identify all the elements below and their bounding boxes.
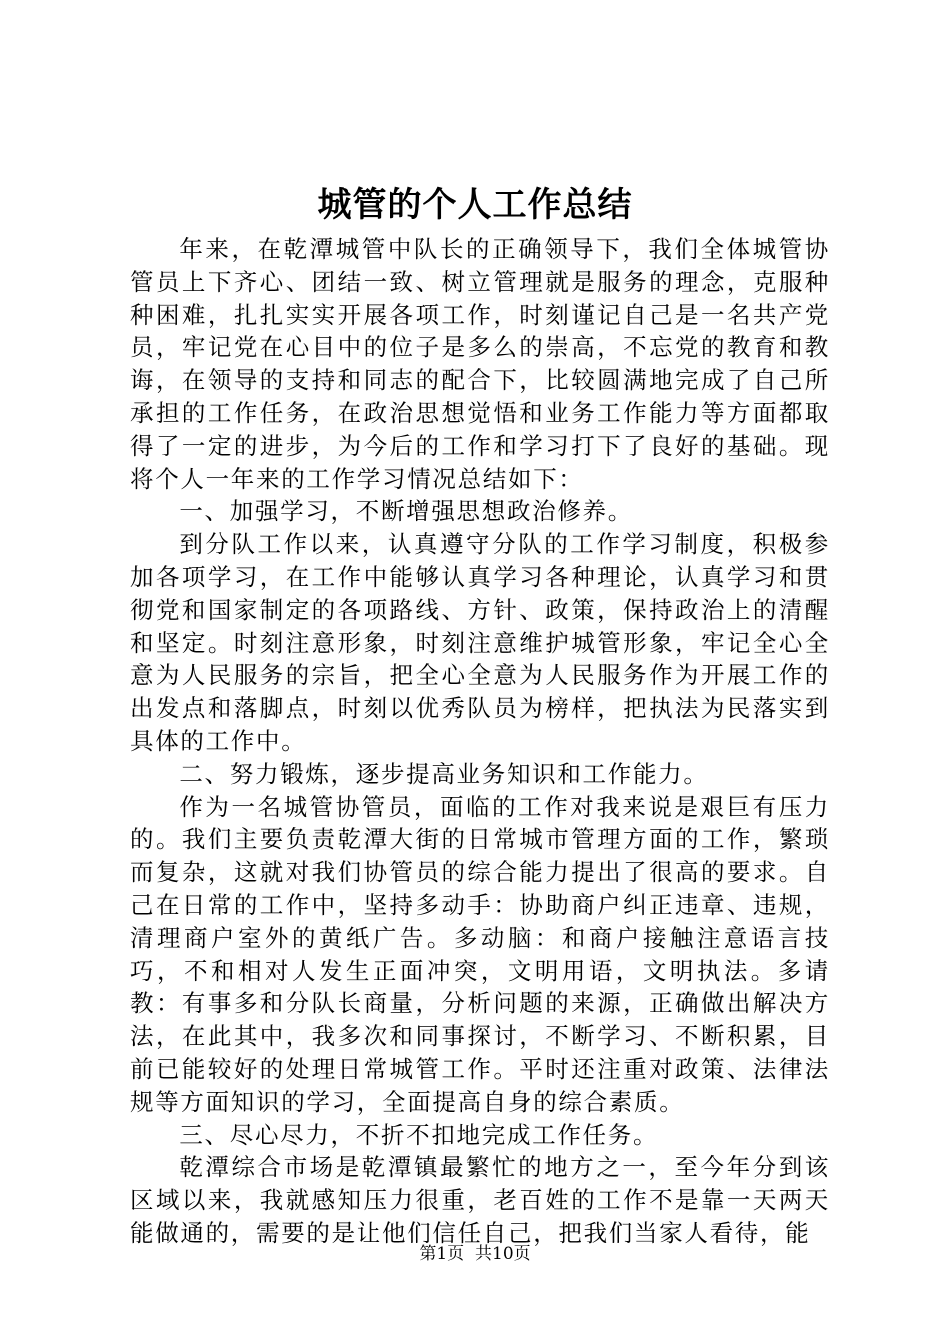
page-footer — [0, 1242, 950, 1266]
section-3-paragraph: 乾潭综合市场是乾潭镇最繁忙的地方之一，至今年分到该区域以来，我就感知压力很重，老百姓的工作不是靠一天两天能做通的，需要的是让他们信任自己，把我们当家人看待，能 — [130, 1153, 830, 1247]
section-heading-2: 二、努力锻炼，逐步提高业务知识和工作能力。 — [179, 759, 709, 788]
section-heading-1: 一、加强学习，不断增强思想政治修养。 — [179, 497, 633, 526]
document-body — [130, 233, 830, 1250]
intro-paragraph: 年来，在乾潭城管中队长的正确领导下，我们全体城管协管员上下齐心、团结一致、树立管理就是服务的理念，克服种种困难，扎扎实实开展各项工作，时刻谨记自己是一名共产党员，牢记党在心目中的位子是多么的崇高，不忘党的教育和教诲，在领导的支持和同志的配合下，比较圆满地完成了自己所承担的工作任务，在政治思想觉悟和业务工作能力等方面都取得了一定的进步，为今后的工作和学习打下了良好的基础。现将个人一年来的工作学习情况总结如下： — [130, 235, 830, 493]
section-2-paragraph: 作为一名城管协管员，面临的工作对我来说是艰巨有压力的。我们主要负责乾潭大街的日常城市管理方面的工作，繁琐而复杂，这就对我们协管员的综合能力提出了很高的要求。自己在日常的工作中，坚持多动手：协助商户纠正违章、违规，清理商户室外的黄纸广告。多动脑：和商户接触注意语言技巧，不和相对人发生正面冲突，文明用语，文明执法。多请教：有事多和分队长商量，分析问题的来源，正确做出解决方法，在此其中，我多次和同事探讨，不断学习、不断积累，目前已能较好的处理日常城管工作。平时还注重对政策、法律法规等方面知识的学习，全面提高自身的综合素质。 — [130, 792, 830, 1116]
page-number: 第1页 — [419, 1244, 465, 1264]
document-title: 城管的个人工作总结 — [317, 185, 633, 225]
page-total: 共10页 — [475, 1244, 531, 1264]
section-1-paragraph: 到分队工作以来，认真遵守分队的工作学习制度，积极参加各项学习，在工作中能够认真学习各种理论，认真学习和贯彻党和国家制定的各项路线、方针、政策，保持政治上的清醒和坚定。时刻注意形象，时刻注意维护城管形象，牢记全心全意为人民服务的宗旨，把全心全意为人民服务作为开展工作的出发点和落脚点，时刻以优秀队员为榜样，把执法为民落实到具体的工作中。 — [130, 530, 830, 755]
section-heading-3: 三、尽心尽力，不折不扣地完成工作任务。 — [179, 1120, 659, 1149]
